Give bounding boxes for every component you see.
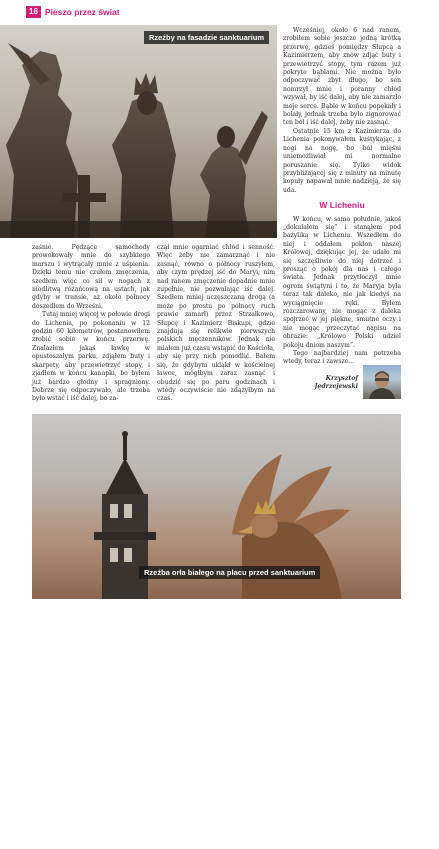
paragraph: Ostatnie 15 km z Kazimierza do Lichenia pokonywałem kuśtykając, z nogi na nogę, bo ból mięśni uniemożliwiał mi normalne poruszanie się. Tylko widok przybliżającej się z minuty na minutę kopuły napawał mnie nadzieją, że się uda. [283,127,401,194]
paragraph: zaśnie. Pędzące samochody prowokowały mnie do szybkiego marszu i wytrącały mnie z uśpienia. Dzięki temu nie czułem zmęczenia, szedłem więc co sił w nogach z modlitwą różańcową na ustach, jak gdyby w transie, aż około północy doszedłem do Wrześni. [32,244,150,310]
author-photo [363,365,401,399]
paragraph: Tego najbardziej nam potrzeba wtedy, teraz i zawsze... [283,350,401,366]
author-last-name: Jędrzejewski [314,383,358,390]
section-title: Pieszo przez świat [44,7,120,17]
article-column-right-top [283,27,401,367]
author-signature [300,375,358,391]
photo-facade-sculptures [0,25,277,238]
article-column-middle [157,244,275,404]
paragraph: W końcu, w samo południe, jakoś „dokulałem się” i stanąłem pod bazyliką w Licheniu. Wszedłem do niej i oddałem pokłon naszej Królowej, dziękując jej, że udało mi się szczęśliwie do niej dotrzeć i prosząc o pokój dla nas i całego świata. Jednak przytłoczył mnie ogrom świątyni i to, że Maryja była teraz tak daleko, nie jak kiedyś na wyciągnięcie ręki. Byłem rozczarowany, nie mogąc z daleka spojrzeć w jej piękne, smutne oczy i nie mogąc przeczytać napisu na obrazie: „Królowo Polski udziel pokoju dniom naszym”. [283,215,401,349]
article-column-left [32,244,150,404]
facade-sculptures-image [0,25,277,238]
page-number: 16 [26,6,41,18]
paragraph: Wcześniej, około 6 nad ranem, zrobiłem sobie jeszcze jedną krótką przerwę, gdzieś pomiędzy Słupcą a Kazimierzem, aby znów zdjąć buty i przewietrzyć stopy, tym razem już pokryte bąblami. Nie można było odpoczywać zbyt długo, bo sen nomrzył mnie i poranny chłód wzywał, by iść dalej, aby nie zamarzło moje serce. Bąble w końcu popękały i bolały, jednak trzeba było zignorować ten ból i iść dalej, żeby nie zasnąć. [283,27,401,127]
bottom-photo-caption: Rzeźba orła białego na placu przed sanktuarium [139,566,320,579]
page-header [26,6,120,18]
paragraph: Tutaj mniej więcej w połowie drogi do Lichenia, po pokonaniu w 12 godzin 60 kilometrów, postanowiłem zrobić sobie w końcu przerwę. Znalazłem jakąś ławkę w opustoszałym parku, zdjąłem buty i skarpety, aby przewietrzyć stopy, i zjadłem w końcu kanapki, bo byłem już bardzo głodny i spragniony. Dobrze się odpoczywało, ale trzeba było wstać i iść dalej, bo za- [32,311,151,403]
subheading-w-licheniu: W Licheniu [319,200,365,211]
author-portrait-image [363,365,401,399]
photo-credit: fotografie K.J. Bisiak [424,832,439,849]
paragraph: czął mnie ogarniać chłód i senność. Więc żeby nie zamarznąć i nie zasnąć, równo o północy ruszyłem, aby czym prędzej iść do Maryi, nim nad ranem zmęczenie dopadnie mnie zupełnie, nie pozwalając iść dalej. Szedłem mniej uczęszczaną drogą (a może po prostu po północy ruch prawie zamarł) przez Strzałkowo, Słupcę i Kazimierz Biskupi, gdzie znajdują się relikwie pierwszych polskich męczenników. Jednak nie miałem już czasu wstąpić do Kościoła, aby się przy nich pomodlić. Bałem się, że gdybym ukląkł w kościelnej ławce, mógłbym zaraz zasnąć i obudzić się po paru godzinach i wtedy oczywiście nie zdążyłbym na czas. [157,244,275,403]
top-photo-caption: Rzeźby na fasadzie sanktuarium [144,31,269,44]
author-first-name: Krzysztof [325,375,358,382]
